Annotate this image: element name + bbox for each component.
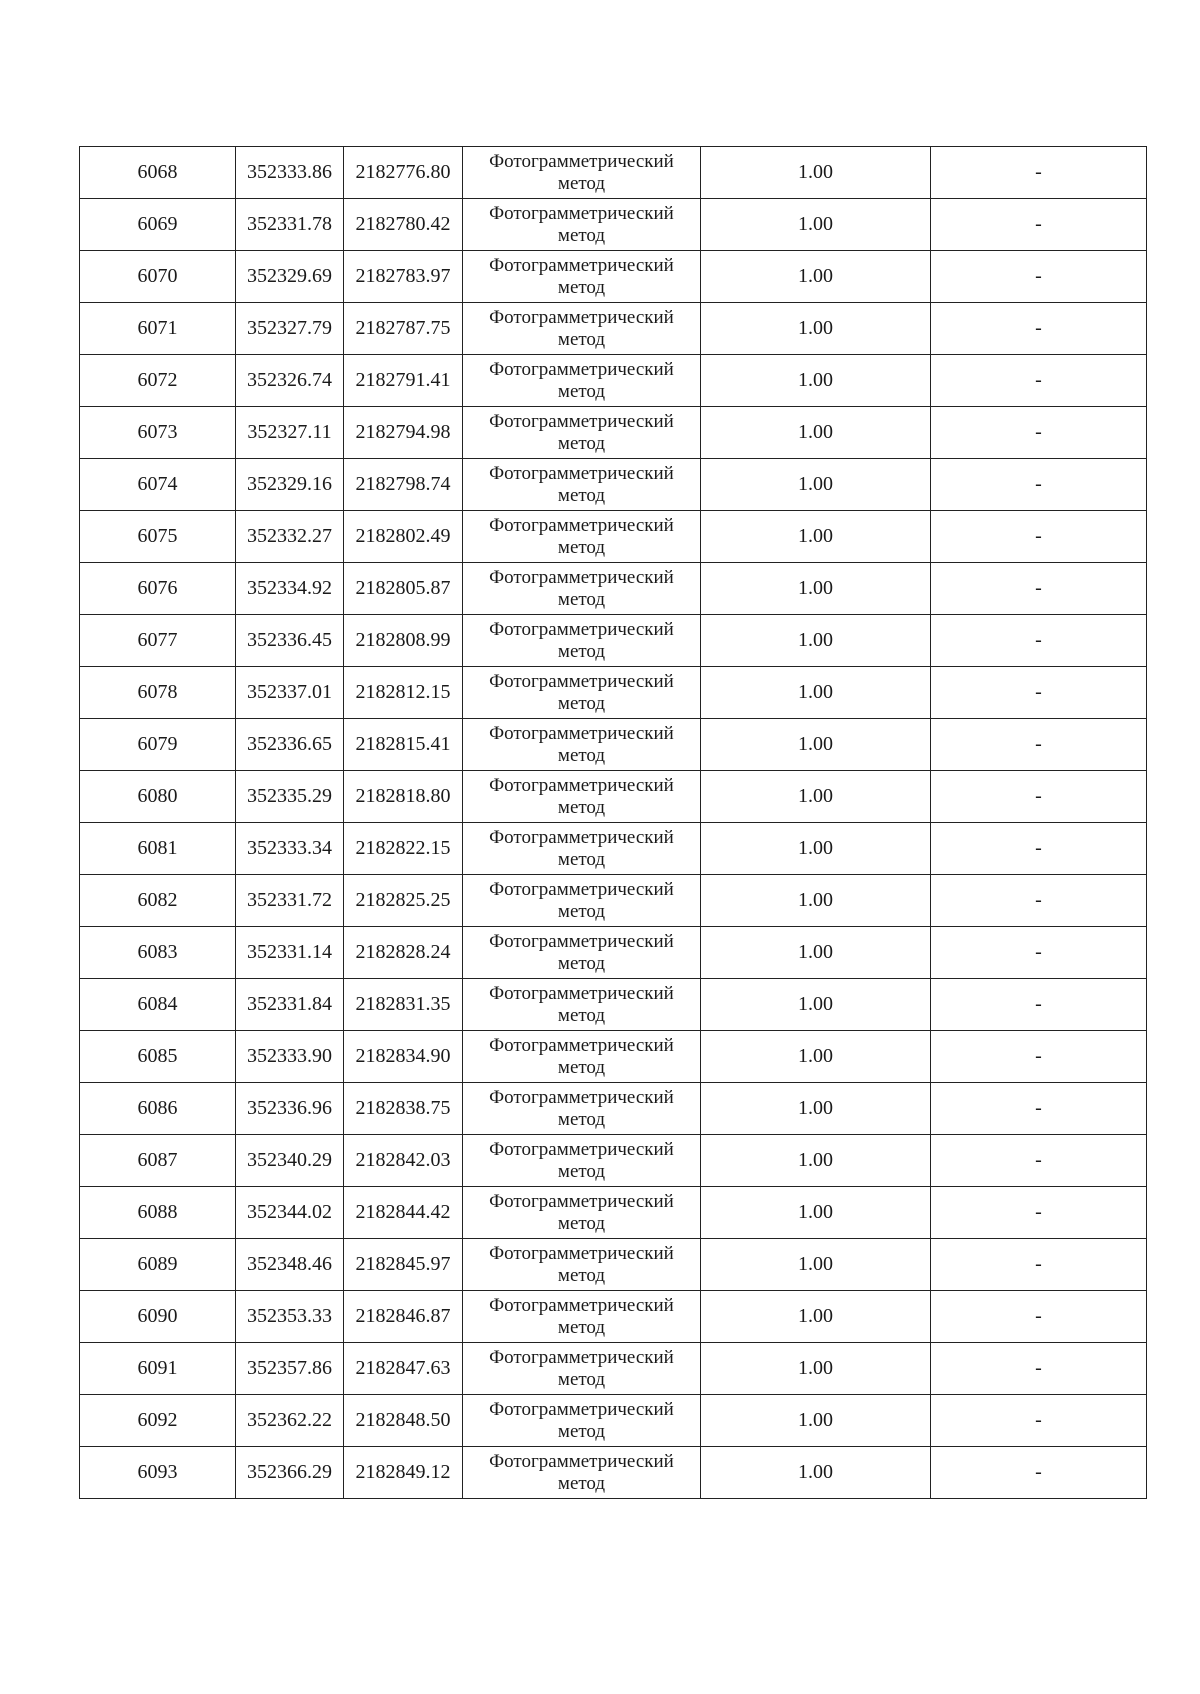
y-coordinate-cell: 2182844.42 [344,1187,463,1239]
table-row [80,1447,1147,1499]
method-text-line2: метод [557,380,606,402]
note-cell: - [931,615,1147,667]
point-number-cell: 6072 [80,355,236,407]
table-row [80,303,1147,355]
x-coordinate-cell: 352337.01 [236,667,344,719]
method-text-line2: метод [557,276,606,298]
x-coordinate-cell: 352327.11 [236,407,344,459]
y-coordinate-cell: 2182818.80 [344,771,463,823]
accuracy-cell: 1.00 [701,1187,931,1239]
method-cell [463,875,701,927]
note-cell: - [931,1083,1147,1135]
table-row [80,459,1147,511]
accuracy-cell: 1.00 [701,719,931,771]
x-coordinate-cell: 352336.65 [236,719,344,771]
point-number-cell: 6086 [80,1083,236,1135]
method-text-line2: метод [557,432,606,454]
x-coordinate-cell: 352331.14 [236,927,344,979]
accuracy-cell: 1.00 [701,563,931,615]
method-text-line2: метод [557,224,606,246]
table-row [80,1343,1147,1395]
accuracy-cell: 1.00 [701,1239,931,1291]
note-cell: - [931,355,1147,407]
method-cell [463,771,701,823]
table-row [80,251,1147,303]
point-number-cell: 6078 [80,667,236,719]
method-cell [463,1031,701,1083]
table-row [80,927,1147,979]
method-text-line1: Фотограмметрический [489,254,674,276]
note-cell: - [931,1135,1147,1187]
coordinates-table-body [80,147,1147,1499]
note-cell: - [931,1239,1147,1291]
x-coordinate-cell: 352326.74 [236,355,344,407]
table-row [80,407,1147,459]
accuracy-cell: 1.00 [701,1291,931,1343]
method-text-line2: метод [557,1108,606,1130]
accuracy-cell: 1.00 [701,771,931,823]
method-text-line1: Фотограмметрический [489,1450,674,1472]
point-number-cell: 6073 [80,407,236,459]
point-number-cell: 6091 [80,1343,236,1395]
method-cell [463,979,701,1031]
y-coordinate-cell: 2182798.74 [344,459,463,511]
y-coordinate-cell: 2182842.03 [344,1135,463,1187]
method-text-line1: Фотограмметрический [489,774,674,796]
table-row [80,1187,1147,1239]
method-cell [463,355,701,407]
method-text-line1: Фотограмметрический [489,1190,674,1212]
accuracy-cell: 1.00 [701,1083,931,1135]
x-coordinate-cell: 352331.78 [236,199,344,251]
table-row [80,199,1147,251]
y-coordinate-cell: 2182828.24 [344,927,463,979]
method-text-line1: Фотограмметрический [489,722,674,744]
method-text-line2: метод [557,1160,606,1182]
point-number-cell: 6070 [80,251,236,303]
method-text-line1: Фотограмметрический [489,410,674,432]
method-text-line2: метод [557,1316,606,1338]
accuracy-cell: 1.00 [701,303,931,355]
x-coordinate-cell: 352334.92 [236,563,344,615]
point-number-cell: 6075 [80,511,236,563]
point-number-cell: 6087 [80,1135,236,1187]
accuracy-cell: 1.00 [701,667,931,719]
table-row [80,147,1147,199]
y-coordinate-cell: 2182802.49 [344,511,463,563]
method-cell [463,1395,701,1447]
accuracy-cell: 1.00 [701,927,931,979]
y-coordinate-cell: 2182848.50 [344,1395,463,1447]
y-coordinate-cell: 2182847.63 [344,1343,463,1395]
point-number-cell: 6090 [80,1291,236,1343]
accuracy-cell: 1.00 [701,147,931,199]
x-coordinate-cell: 352329.69 [236,251,344,303]
x-coordinate-cell: 352333.34 [236,823,344,875]
method-text-line2: метод [557,1212,606,1234]
note-cell: - [931,1343,1147,1395]
point-number-cell: 6083 [80,927,236,979]
method-text-line1: Фотограмметрический [489,306,674,328]
method-text-line2: метод [557,692,606,714]
point-number-cell: 6081 [80,823,236,875]
point-number-cell: 6084 [80,979,236,1031]
note-cell: - [931,147,1147,199]
accuracy-cell: 1.00 [701,459,931,511]
table-row [80,667,1147,719]
method-text-line2: метод [557,536,606,558]
method-cell [463,511,701,563]
x-coordinate-cell: 352336.45 [236,615,344,667]
method-text-line2: метод [557,900,606,922]
table-row [80,355,1147,407]
table-row [80,1083,1147,1135]
point-number-cell: 6082 [80,875,236,927]
accuracy-cell: 1.00 [701,1395,931,1447]
note-cell: - [931,875,1147,927]
x-coordinate-cell: 352366.29 [236,1447,344,1499]
method-text-line1: Фотограмметрический [489,1034,674,1056]
accuracy-cell: 1.00 [701,511,931,563]
note-cell: - [931,771,1147,823]
note-cell: - [931,823,1147,875]
accuracy-cell: 1.00 [701,1135,931,1187]
x-coordinate-cell: 352362.22 [236,1395,344,1447]
note-cell: - [931,459,1147,511]
y-coordinate-cell: 2182808.99 [344,615,463,667]
y-coordinate-cell: 2182783.97 [344,251,463,303]
method-text-line2: метод [557,328,606,350]
method-cell [463,459,701,511]
method-text-line2: метод [557,1420,606,1442]
y-coordinate-cell: 2182831.35 [344,979,463,1031]
point-number-cell: 6092 [80,1395,236,1447]
point-number-cell: 6080 [80,771,236,823]
x-coordinate-cell: 352353.33 [236,1291,344,1343]
table-row [80,823,1147,875]
table-row [80,511,1147,563]
accuracy-cell: 1.00 [701,1031,931,1083]
accuracy-cell: 1.00 [701,875,931,927]
method-text-line2: метод [557,640,606,662]
coordinates-table [79,146,1147,1499]
point-number-cell: 6085 [80,1031,236,1083]
x-coordinate-cell: 352333.90 [236,1031,344,1083]
table-row [80,719,1147,771]
method-cell [463,147,701,199]
y-coordinate-cell: 2182825.25 [344,875,463,927]
method-text-line1: Фотограмметрический [489,826,674,848]
method-text-line2: метод [557,172,606,194]
method-text-line1: Фотограмметрический [489,1294,674,1316]
point-number-cell: 6077 [80,615,236,667]
table-row [80,1291,1147,1343]
note-cell: - [931,251,1147,303]
accuracy-cell: 1.00 [701,251,931,303]
accuracy-cell: 1.00 [701,407,931,459]
method-text-line1: Фотограмметрический [489,202,674,224]
method-text-line1: Фотограмметрический [489,670,674,692]
table-row [80,563,1147,615]
method-cell [463,199,701,251]
method-text-line1: Фотограмметрический [489,618,674,640]
method-text-line2: метод [557,1264,606,1286]
table-row [80,979,1147,1031]
y-coordinate-cell: 2182812.15 [344,667,463,719]
point-number-cell: 6089 [80,1239,236,1291]
x-coordinate-cell: 352329.16 [236,459,344,511]
method-text-line2: метод [557,848,606,870]
note-cell: - [931,1395,1147,1447]
note-cell: - [931,719,1147,771]
method-text-line2: метод [557,796,606,818]
y-coordinate-cell: 2182845.97 [344,1239,463,1291]
method-cell [463,1239,701,1291]
method-cell [463,1187,701,1239]
y-coordinate-cell: 2182834.90 [344,1031,463,1083]
accuracy-cell: 1.00 [701,979,931,1031]
point-number-cell: 6074 [80,459,236,511]
method-text-line2: метод [557,952,606,974]
x-coordinate-cell: 352335.29 [236,771,344,823]
note-cell: - [931,1291,1147,1343]
method-text-line1: Фотограмметрический [489,1398,674,1420]
x-coordinate-cell: 352332.27 [236,511,344,563]
y-coordinate-cell: 2182794.98 [344,407,463,459]
method-text-line1: Фотограмметрический [489,982,674,1004]
table-row [80,615,1147,667]
note-cell: - [931,407,1147,459]
note-cell: - [931,1447,1147,1499]
table-row [80,771,1147,823]
method-text-line1: Фотограмметрический [489,358,674,380]
x-coordinate-cell: 352327.79 [236,303,344,355]
method-text-line1: Фотограмметрический [489,1242,674,1264]
method-text-line2: метод [557,744,606,766]
method-cell [463,563,701,615]
accuracy-cell: 1.00 [701,1447,931,1499]
accuracy-cell: 1.00 [701,355,931,407]
x-coordinate-cell: 352336.96 [236,1083,344,1135]
table-row [80,875,1147,927]
method-text-line1: Фотограмметрический [489,462,674,484]
note-cell: - [931,199,1147,251]
method-text-line2: метод [557,1004,606,1026]
x-coordinate-cell: 352344.02 [236,1187,344,1239]
method-text-line2: метод [557,1472,606,1494]
method-cell [463,1343,701,1395]
y-coordinate-cell: 2182787.75 [344,303,463,355]
y-coordinate-cell: 2182822.15 [344,823,463,875]
note-cell: - [931,1031,1147,1083]
x-coordinate-cell: 352331.72 [236,875,344,927]
x-coordinate-cell: 352357.86 [236,1343,344,1395]
method-cell [463,303,701,355]
y-coordinate-cell: 2182805.87 [344,563,463,615]
point-number-cell: 6079 [80,719,236,771]
table-row [80,1395,1147,1447]
note-cell: - [931,511,1147,563]
y-coordinate-cell: 2182846.87 [344,1291,463,1343]
accuracy-cell: 1.00 [701,615,931,667]
method-text-line1: Фотограмметрический [489,566,674,588]
y-coordinate-cell: 2182849.12 [344,1447,463,1499]
y-coordinate-cell: 2182776.80 [344,147,463,199]
accuracy-cell: 1.00 [701,199,931,251]
method-text-line1: Фотограмметрический [489,878,674,900]
method-text-line2: метод [557,588,606,610]
method-cell [463,719,701,771]
note-cell: - [931,927,1147,979]
note-cell: - [931,303,1147,355]
method-cell [463,927,701,979]
method-cell [463,1291,701,1343]
point-number-cell: 6093 [80,1447,236,1499]
method-text-line2: метод [557,484,606,506]
method-cell [463,615,701,667]
method-cell [463,1135,701,1187]
method-cell [463,1447,701,1499]
y-coordinate-cell: 2182838.75 [344,1083,463,1135]
point-number-cell: 6076 [80,563,236,615]
method-cell [463,823,701,875]
x-coordinate-cell: 352340.29 [236,1135,344,1187]
table-row [80,1135,1147,1187]
method-text-line1: Фотограмметрический [489,150,674,172]
accuracy-cell: 1.00 [701,1343,931,1395]
point-number-cell: 6088 [80,1187,236,1239]
point-number-cell: 6068 [80,147,236,199]
method-text-line1: Фотограмметрический [489,1086,674,1108]
table-row [80,1239,1147,1291]
x-coordinate-cell: 352348.46 [236,1239,344,1291]
method-text-line2: метод [557,1056,606,1078]
x-coordinate-cell: 352331.84 [236,979,344,1031]
method-cell [463,407,701,459]
note-cell: - [931,1187,1147,1239]
y-coordinate-cell: 2182791.41 [344,355,463,407]
accuracy-cell: 1.00 [701,823,931,875]
note-cell: - [931,563,1147,615]
y-coordinate-cell: 2182815.41 [344,719,463,771]
method-text-line2: метод [557,1368,606,1390]
method-text-line1: Фотограмметрический [489,514,674,536]
point-number-cell: 6071 [80,303,236,355]
y-coordinate-cell: 2182780.42 [344,199,463,251]
method-cell [463,667,701,719]
note-cell: - [931,979,1147,1031]
method-text-line1: Фотограмметрический [489,930,674,952]
point-number-cell: 6069 [80,199,236,251]
method-cell [463,1083,701,1135]
table-row [80,1031,1147,1083]
note-cell: - [931,667,1147,719]
method-text-line1: Фотограмметрический [489,1138,674,1160]
method-cell [463,251,701,303]
method-text-line1: Фотограмметрический [489,1346,674,1368]
x-coordinate-cell: 352333.86 [236,147,344,199]
